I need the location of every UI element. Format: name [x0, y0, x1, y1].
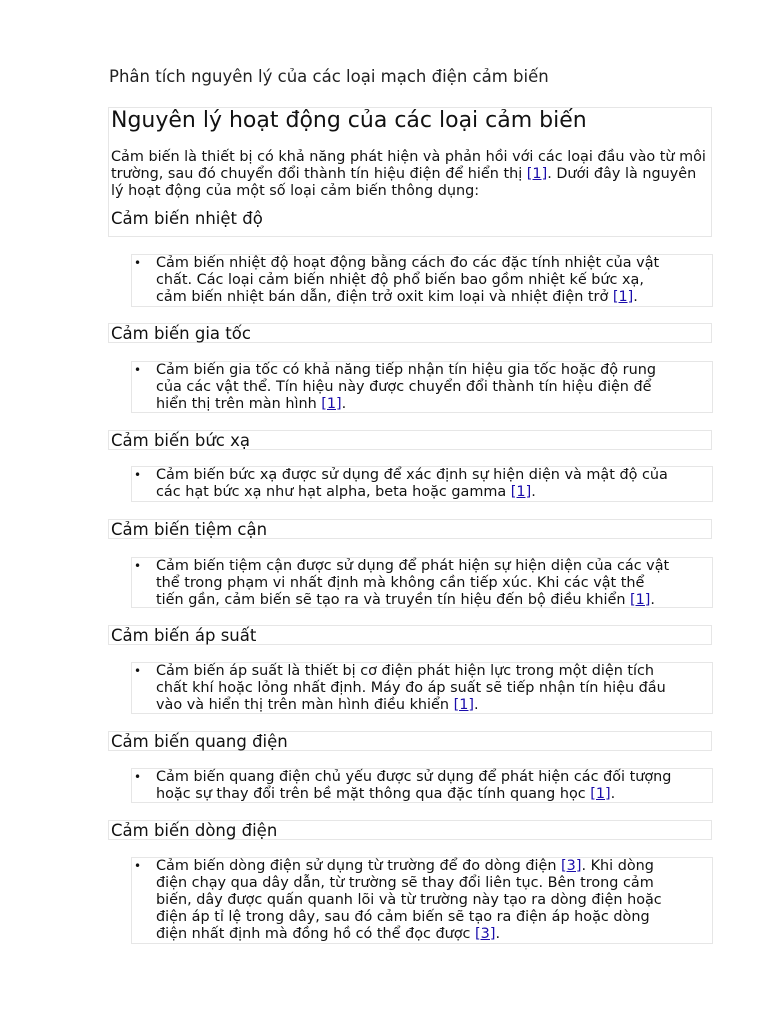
bullet-icon: • — [134, 559, 142, 573]
list-item: • Cảm biến bức xạ được sử dụng để xác định sự hiện diện và mật độ của các hạt bức xạ như hạt alpha, beta hoặc gamma [1]. — [134, 467, 668, 500]
bullet-icon: • — [134, 770, 142, 784]
section-heading: Cảm biến bức xạ — [111, 431, 250, 450]
section-item — [131, 557, 713, 608]
citation-link[interactable]: [1] — [510, 484, 532, 500]
list-item: • Cảm biến áp suất là thiết bị cơ điện phát hiện lực trong một diện tích chất khí hoặc lỏng nhất định. Máy đo áp suất sẽ tiếp nhận tín hiệu đầu vào và hiển thị trên màn hình điều khiển [1]. — [134, 663, 666, 713]
section-heading: Cảm biến áp suất — [111, 626, 257, 645]
bullet-icon: • — [134, 859, 142, 873]
page-title: Phân tích nguyên lý của các loại mạch điện cảm biến — [109, 67, 549, 86]
list-item: • Cảm biến nhiệt độ hoạt động bằng cách đo các đặc tính nhiệt của vật chất. Các loại cảm biến nhiệt độ phổ biến bao gồm nhiệt kế bức xạ, cảm biến nhiệt bán dẫn, điện trở oxit kim loại và nhiệt điện trở [1]. — [134, 255, 660, 305]
section-heading: Cảm biến dòng điện — [111, 821, 278, 840]
section-heading-box — [108, 323, 712, 343]
bullet-icon: • — [134, 256, 142, 270]
section-heading: Cảm biến quang điện — [111, 732, 288, 751]
section-heading-box — [108, 430, 712, 450]
list-item: • Cảm biến gia tốc có khả năng tiếp nhận tín hiệu gia tốc hoặc độ rung của các vật thể. Tín hiệu này được chuyển đổi thành tín hiệu điện để hiển thị trên màn hình [1]. — [134, 362, 656, 412]
section-item — [131, 361, 713, 413]
citation-link[interactable]: [1] — [630, 592, 651, 608]
section-item — [131, 768, 713, 803]
citation-link[interactable]: [1] — [453, 697, 474, 713]
citation-link[interactable]: [1] — [526, 166, 548, 182]
section-item — [131, 254, 713, 307]
citation-link[interactable]: [3] — [475, 926, 496, 942]
section-heading-box — [108, 519, 712, 539]
main-heading: Nguyên lý hoạt động của các loại cảm biến — [111, 108, 587, 133]
citation-link[interactable]: [1] — [321, 396, 342, 412]
list-item: • Cảm biến quang điện chủ yếu được sử dụng để phát hiện các đối tượng hoặc sự thay đổi trên bề mặt thông qua đặc tính quang học [1]. — [134, 769, 672, 802]
intro-section — [108, 107, 712, 237]
bullet-icon: • — [134, 363, 142, 377]
citation-link[interactable]: [1] — [612, 289, 634, 305]
bullet-icon: • — [134, 468, 142, 482]
section-item — [131, 857, 713, 944]
citation-link[interactable]: [1] — [590, 786, 611, 802]
list-item: • Cảm biến dòng điện sử dụng từ trường để đo dòng điện [3]. Khi dòng điện chạy qua dây dẫn, từ trường sẽ thay đổi liên tục. Bên trong cảm biến, dây được quấn quanh lõi và từ trường này tạo ra dòng điện hoặc điện áp tỉ lệ trong dây, sau đó cảm biến sẽ tạo ra điện áp hoặc dòng điện nhất định mà đồng hồ có thể đọc được [3]. — [134, 858, 662, 942]
intro-paragraph: Cảm biến là thiết bị có khả năng phát hiện và phản hồi với các loại đầu vào từ môi trường, sau đó chuyển đổi thành tín hiệu điện để hiển thị [1]. Dưới đây là nguyên lý hoạt động của một số loại cảm biến thông dụng: — [111, 149, 706, 199]
section-heading-box — [108, 820, 712, 840]
list-item: • Cảm biến tiệm cận được sử dụng để phát hiện sự hiện diện của các vật thể trong phạm vi nhất định mà không cần tiếp xúc. Khi các vật thể tiến gần, cảm biến sẽ tạo ra và truyền tín hiệu đến bộ điều khiển [1]. — [134, 558, 670, 608]
bullet-icon: • — [134, 664, 142, 678]
section-heading: Cảm biến nhiệt độ — [111, 209, 263, 228]
section-heading: Cảm biến gia tốc — [111, 324, 251, 343]
citation-link[interactable]: [3] — [561, 858, 582, 874]
section-item — [131, 662, 713, 714]
section-heading-box — [108, 731, 712, 751]
section-item — [131, 466, 713, 502]
section-heading: Cảm biến tiệm cận — [111, 520, 268, 539]
section-heading-box — [108, 625, 712, 645]
